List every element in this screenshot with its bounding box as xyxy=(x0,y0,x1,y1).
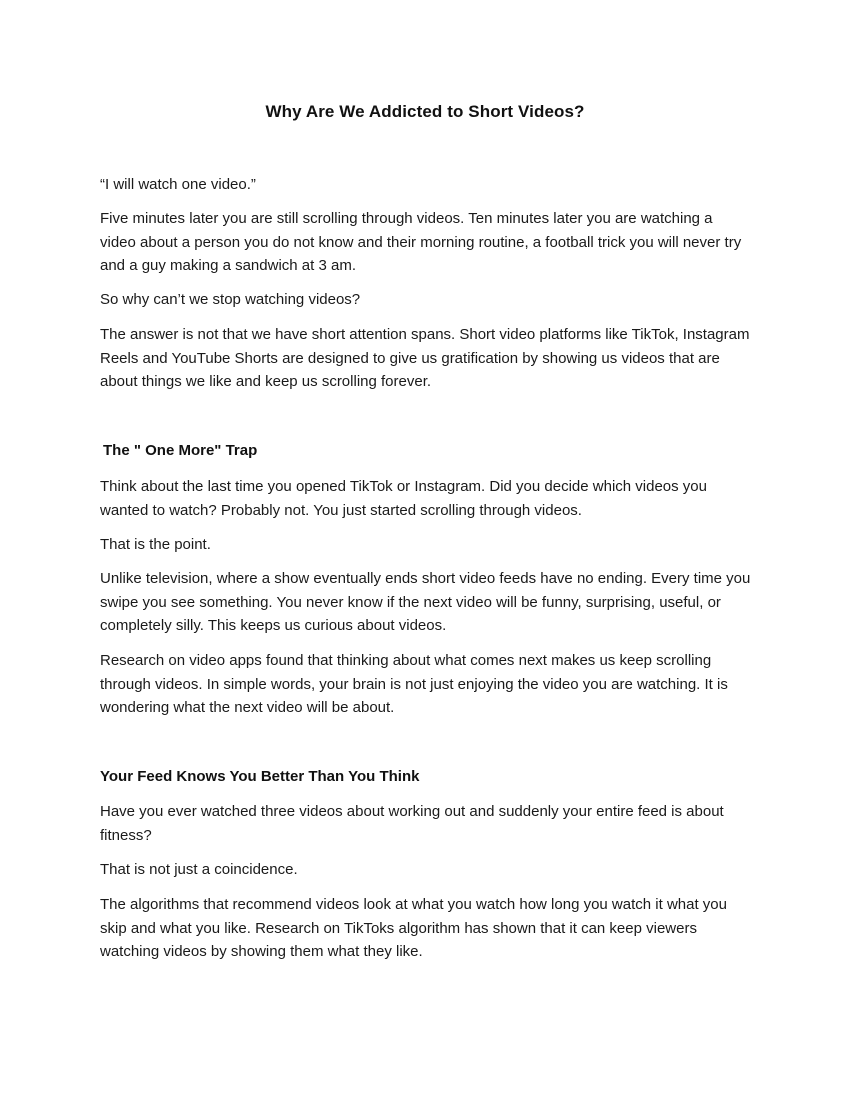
intro-paragraph-1: “I will watch one video.” xyxy=(100,176,256,193)
section-1-paragraph-2: That is the point. xyxy=(100,536,211,553)
section-heading-one-more-trap: The " One More" Trap xyxy=(103,442,258,459)
section-2-paragraph-1: Have you ever watched three videos about working out and suddenly your entire feed is about fitness? xyxy=(100,803,724,844)
section-1-paragraph-4: Research on video apps found that thinking about what comes next makes us keep scrolling through videos. In simple words, your brain is not just enjoying the video you are watching. It is wondering what the next video will be about. xyxy=(100,652,728,717)
intro-paragraph-4: The answer is not that we have short attention spans. Short video platforms like TikTok, Instagram Reels and YouTube Shorts are designed to give us gratification by showing us videos that are about things we like and keep us scrolling forever. xyxy=(100,326,750,391)
document-title: Why Are We Addicted to Short Videos? xyxy=(265,102,585,121)
intro-paragraph-3: So why can’t we stop watching videos? xyxy=(100,291,361,308)
section-1-paragraph-3: Unlike television, where a show eventually ends short video feeds have no ending. Every time you swipe you see something. You never know if the next video will be funny, surprising, useful, or completely silly. This keeps us curious about videos. xyxy=(100,570,751,635)
section-2-paragraph-3: The algorithms that recommend videos look at what you watch how long you watch it what you skip and what you like. Research on TikToks algorithm has shown that it can keep viewers watching videos by showing them what they like. xyxy=(100,896,727,961)
section-1-paragraph-1: Think about the last time you opened TikTok or Instagram. Did you decide which videos you wanted to watch? Probably not. You just started scrolling through videos. xyxy=(100,478,707,519)
intro-paragraph-2: Five minutes later you are still scrolling through videos. Ten minutes later you are watching a video about a person you do not know and their morning routine, a football trick you will never try and a guy making a sandwich at 3 am. xyxy=(100,210,742,275)
section-heading-your-feed: Your Feed Knows You Better Than You Think xyxy=(100,768,420,785)
section-2-paragraph-2: That is not just a coincidence. xyxy=(100,861,298,878)
